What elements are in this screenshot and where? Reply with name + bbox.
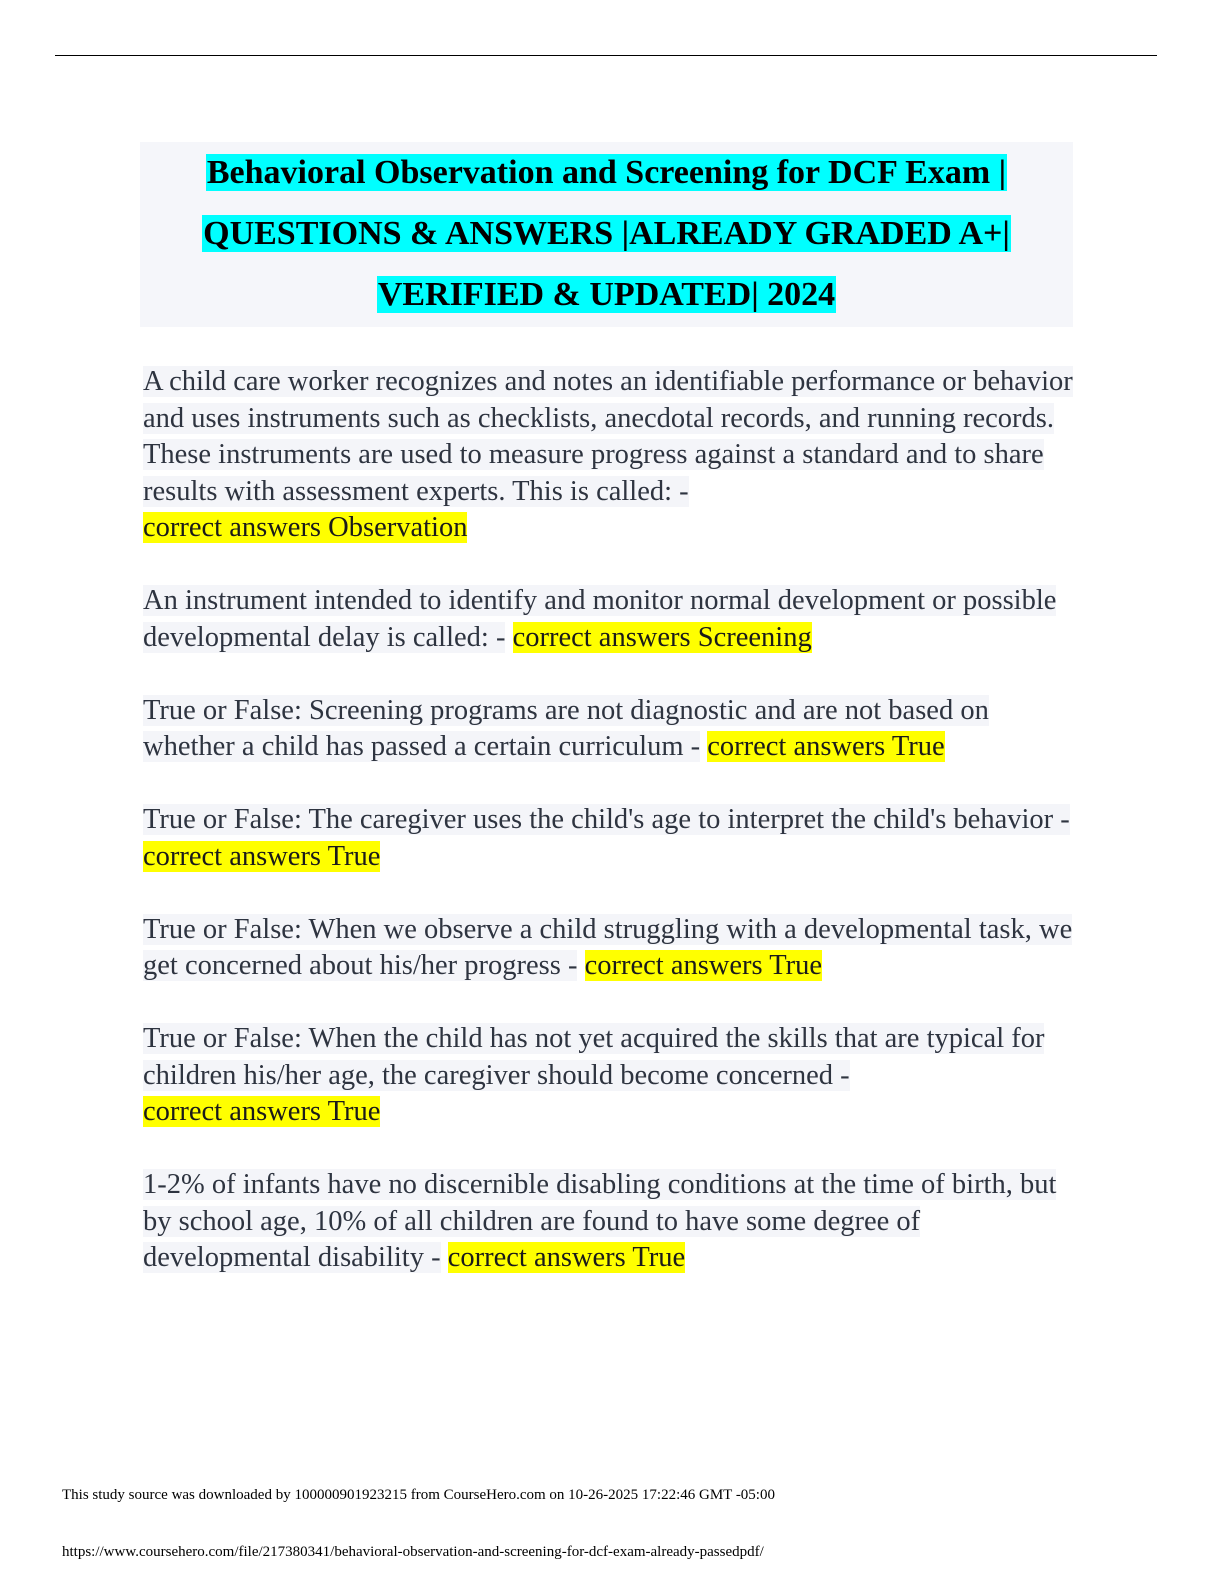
title-line: QUESTIONS & ANSWERS |ALREADY GRADED A+| (203, 215, 1010, 252)
question-text: True or False: Screening programs are not diagnostic and are not based on whether a child has passed a certain curriculum - (143, 694, 989, 762)
answer-highlight: correct answers True (143, 1096, 381, 1127)
question-text: A child care worker recognizes and notes an identifiable performance or behavior and uses instruments such as checklists, anecdotal records, and running records. These instruments are used to measure progress against a standard and to share results with assessment experts. This is called: - (143, 366, 1073, 507)
answer-highlight: correct answers Observation (143, 512, 468, 543)
qa-item (143, 364, 1078, 547)
answer-highlight: correct answers True (584, 950, 823, 981)
title-line: VERIFIED & UPDATED| 2024 (377, 276, 836, 313)
answer-highlight: correct answers True (707, 731, 945, 762)
question-text: An instrument intended to identify and monitor normal development or possible developmental delay is called: - (143, 585, 1057, 653)
title-line: Behavioral Observation and Screening for DCF Exam | (206, 154, 1007, 191)
question-text: True or False: The caregiver uses the child's age to interpret the child's behavior - (143, 804, 1070, 835)
answer-highlight: correct answers Screening (512, 621, 812, 653)
question-text: True or False: When the child has not yet acquired the skills that are typical for children his/her age, the caregiver should become concerned - (143, 1023, 1045, 1091)
qa-item (143, 1021, 1078, 1131)
qa-item (143, 1167, 1078, 1277)
answer-highlight: correct answers True (143, 840, 381, 872)
question-text: True or False: When we observe a child struggling with a developmental task, we get concerned about his/her progress - (143, 913, 1073, 981)
download-note: This study source was downloaded by 100000901923215 from CourseHero.com on 10-26-2025 17:22:46 GMT -05:00 (62, 1487, 775, 1503)
qa-list (143, 364, 1078, 1313)
qa-item (143, 693, 1078, 766)
question-text: 1-2% of infants have no discernible disabling conditions at the time of birth, but by school age, 10% of all children are found to have some degree of developmental disability - (143, 1169, 1057, 1273)
document-title (140, 142, 1073, 327)
qa-item (143, 802, 1078, 875)
source-url[interactable]: https://www.coursehero.com/file/217380341/behavioral-observation-and-screening-for-dcf-exam-already-passedpdf/ (62, 1544, 764, 1560)
answer-highlight: correct answers True (447, 1242, 686, 1273)
qa-item (143, 583, 1078, 656)
qa-item (143, 912, 1078, 985)
header-rule (55, 55, 1157, 56)
